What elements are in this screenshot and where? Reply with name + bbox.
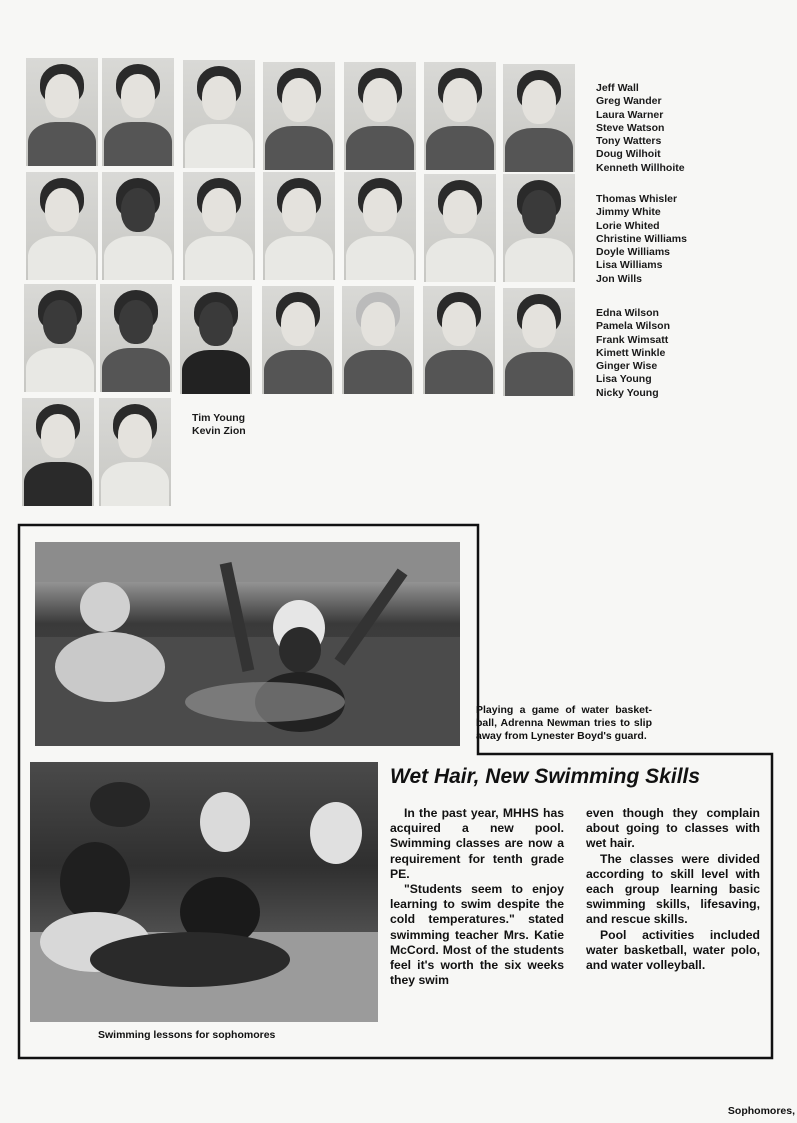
student-name: Pamela Wilson — [596, 320, 671, 333]
page-folio: Sophomores, — [727, 1105, 795, 1117]
student-name: Steve Watson — [596, 121, 665, 134]
swimming-lessons-photo — [30, 762, 378, 1022]
student-name: Greg Wander — [596, 95, 662, 108]
student-name: Doyle Williams — [596, 246, 671, 259]
student-name: Tim Young — [192, 412, 246, 424]
student-name: Lisa Young — [596, 373, 652, 386]
student-name: Laura Warner — [596, 108, 664, 121]
student-name: Lisa Williams — [596, 259, 663, 272]
student-name: Edna Wilson — [596, 307, 659, 319]
student-name: Kenneth Willhoite — [596, 161, 685, 174]
student-name: Frank Wimsatt — [596, 333, 669, 346]
student-name: Jon Wills — [596, 272, 642, 285]
student-name: Tony Watters — [596, 135, 662, 148]
article-paragraph: Pool activities included water basketball, water polo, and water volleyball. — [586, 927, 760, 973]
student-name: Nicky Young — [596, 386, 659, 399]
student-name: Jeff Wall — [596, 82, 639, 94]
article-paragraph: In the past year, MHHS has acquired a new pool. Swimming classes are now a requirement for tenth grade PE. — [390, 806, 564, 881]
article-column-1 — [390, 806, 564, 988]
article-paragraph: "Students seem to enjoy learning to swim despite the cold temperatures." stated swimming teacher Mrs. Katie McCord. Most of the students feel it's worth the six weeks they swim — [390, 882, 564, 988]
student-name: Kevin Zion — [192, 425, 246, 438]
article-column-2 — [586, 806, 760, 973]
water-basketball-photo — [35, 542, 460, 746]
student-name: Christine Williams — [596, 232, 687, 245]
article-paragraph: The classes were divided according to skill level with each group learning basic swimming skills, lifesaving, and rescue skills. — [586, 851, 760, 927]
student-name: Thomas Whisler — [596, 193, 678, 205]
student-name: Doug Wilhoit — [596, 148, 661, 161]
student-name: Lorie Whited — [596, 219, 660, 232]
article-paragraph: even though they complain about going to classes with wet hair. — [586, 806, 760, 851]
article-headline: Wet Hair, New Swimming Skills — [390, 765, 701, 788]
student-name: Ginger Wise — [596, 360, 658, 373]
student-name: Kimett Winkle — [596, 346, 666, 359]
photo-caption: Playing a game of water basket-ball, Adrenna Newman tries to slip away from Lynester Boyd's guard. — [476, 704, 652, 742]
student-name: Jimmy White — [596, 206, 661, 219]
photo-caption: Swimming lessons for sophomores — [98, 1029, 276, 1041]
